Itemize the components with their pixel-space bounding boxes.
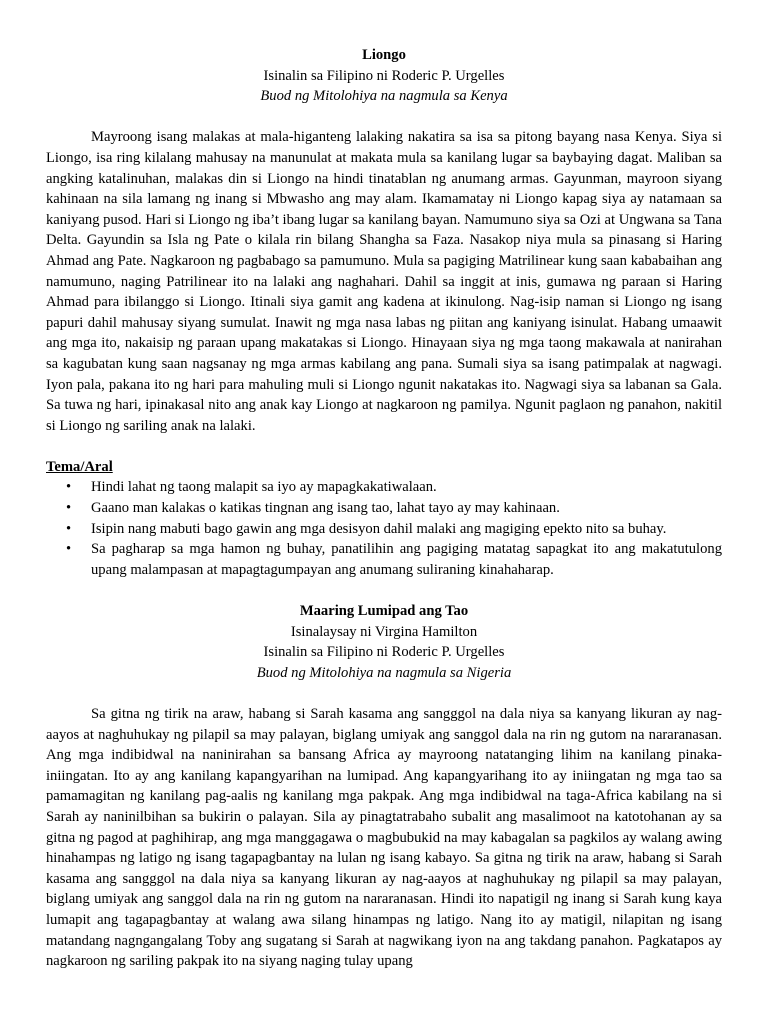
bullet-icon: • [66, 500, 72, 517]
spacer [46, 436, 722, 457]
translator-credit: Isinalin sa Filipino ni Roderic P. Urgelles [263, 644, 505, 661]
lesson-text: Isipin nang mabuti bago gawin ang mga desisyon dahil malaki ang magiging epekto nito sa buhay. [91, 520, 667, 537]
translator-credit: Isinalin sa Filipino ni Roderic P. Urgelles [263, 67, 505, 84]
lessons-heading: Tema/Aral [46, 458, 113, 475]
bullet-icon: • [66, 541, 72, 558]
story-body-liongo: Mayroong isang malakas at mala-higanteng lalaking nakatira sa isa sa pitong bayang nasa Kenya. Siya si Liongo, isa ring kilalang mahusay na manunulat at makata mula sa kanilang lugar sa baybaying dagat. Maliban sa angking katalinuhan, malakas din si Liongo na hindi tinatablan ng anumang armas. Gayunman, mayroon siyang kahinaan na sila lamang ng inang si Mbwasho ang may alam. Ikamamatay ni Liongo kapag siya ay natamaan sa kaniyang pusod. Hari si Liongo ng iba’t ibang lugar sa kanilang bayan. Namumuno siya sa Ozi at Ungwana sa Tana Delta. Gayundin sa Isla ng Pate o kilala rin bilang Shangha sa Faza. Nasakop niya mula sa pinasang si Haring Ahmad ang Pate. Nagkaroon ng pagbabago sa pamumuno. Mula sa pagiging Matrilinear kung saan kababaihan ang namumuno, naging Patrilinear ito na lalaki ang naghahari. Dahil sa inggit at inis, gumawa ng paraan si Haring Ahmad para ibilanggo si Liongo. Itinali siya gamit ang kadena at ikinulong. Nag-isip naman si Liongo ng isang papuri dahil mahusay siyang sumulat. Inawit ng mga nasa labas ng piitan ang kaniyang isinulat. Habang umaawit ang mga ito, nakaisip ng paraan upang makatakas si Liongo. Hinayaan siya ng mga taong makawala at nanirahan sa kagubatan kung saan nagsanay ng mga armas kabilang ang pana. Sumali siya sa isang patimpalak at nagwagi. Iyon pala, pakana ito ng hari para mahuling muli si Liongo ngunit nakatakas ito. Nagwagi siya sa labanan sa Gala. Sa tuwa ng hari, ipinakasal nito ang anak kay Liongo at nagkaroon ng pamilya. Ngunit paglaon ng panahon, nakitil si Liongo ng sariling anak na lalaki. [46, 129, 722, 434]
story-origin: Buod ng Mitolohiya na nagmula sa Kenya [260, 88, 508, 105]
bullet-icon: • [66, 520, 72, 537]
lesson-text: Sa pagharap sa mga hamon ng buhay, panatilihin ang pagiging matatag sapagkat ito ang makatutulong upang malampasan at mapagtagumpayan ang anumang suliraning kinahaharap. [91, 541, 722, 578]
narrator-credit: Isinalaysay ni Virgina Hamilton [290, 623, 478, 640]
spacer [46, 107, 722, 128]
story-title-liongo: Liongo [362, 47, 406, 63]
spacer [46, 683, 722, 704]
lesson-text: Hindi lahat ng taong malapit sa iyo ay mapagkakatiwalaan. [91, 479, 437, 496]
list-item [66, 539, 722, 580]
bullet-icon: • [66, 479, 72, 496]
list-item [66, 477, 722, 498]
story-body-lumipad: Sa gitna ng tirik na araw, habang si Sarah kasama ang sangggol na dala niya sa kanyang likuran ay nag-aayos at naghuhukay ng pilapil sa may palayan, biglang umiyak ang sanggol dala na rin ng gutom na nararanasan. Ang mga indibidwal na naninirahan sa bansang Africa ay mayroong natatanging lihim na kanilang pinaka-iniingatan. Ito ay ang kanilang kapangyarihan na lumipad. Ang kapangyarihang ito ay iniingatan ng mga tao sa pamamagitan ng kanilang pag-aalis ng kanilang mga pakpak. Ang mga indibidwal na taga-Africa kabilang na si Sarah ay naninilbihan sa bukirin o palayan. Sila ay pinagtatrabaho subalit ang masalimoot na katotohanan ay sa gitna ng pagod at paghihirap, ang mga manggagawa o magbubukid na may kabagalan sa pagkilos ay walang awing hinahampas ng latigo ng isang tagapagbantay na lulan ng isang kabayo. Sa gitna ng tirik na araw, habang si Sarah kasama ang sangggol na dala niya sa kanyang likuran ay nag-aayos at naghuhukay ng pilapil sa may palayan, biglang umiyak ang sanggol dala na rin ng gutom na nararanasan. Hindi ito napatigil ng inang si Sarah kung kaya lumapit ang tagapagbantay at walang awa silang hinampas ng latigo. Nang ito ay matigil, nilapitan ng isang matandang nagngangalang Toby ang sugatang si Sarah at nagwikang iyon na ang takdang panahon. Pagkatapos ay nagkaroon ng sariling pakpak ito na siyang naging tulay upang [46, 706, 722, 970]
lessons-list [46, 477, 722, 580]
story-title-lumipad: Maaring Lumipad ang Tao [299, 603, 469, 620]
list-item [66, 519, 722, 540]
story-origin: Buod ng Mitolohiya na nagmula sa Nigeria [256, 664, 512, 681]
lessons-section [46, 457, 722, 581]
list-item [66, 498, 722, 519]
lesson-text: Gaano man kalakas o katikas tingnan ang isang tao, lahat tayo ay may kahinaan. [91, 500, 560, 517]
spacer [46, 580, 722, 601]
